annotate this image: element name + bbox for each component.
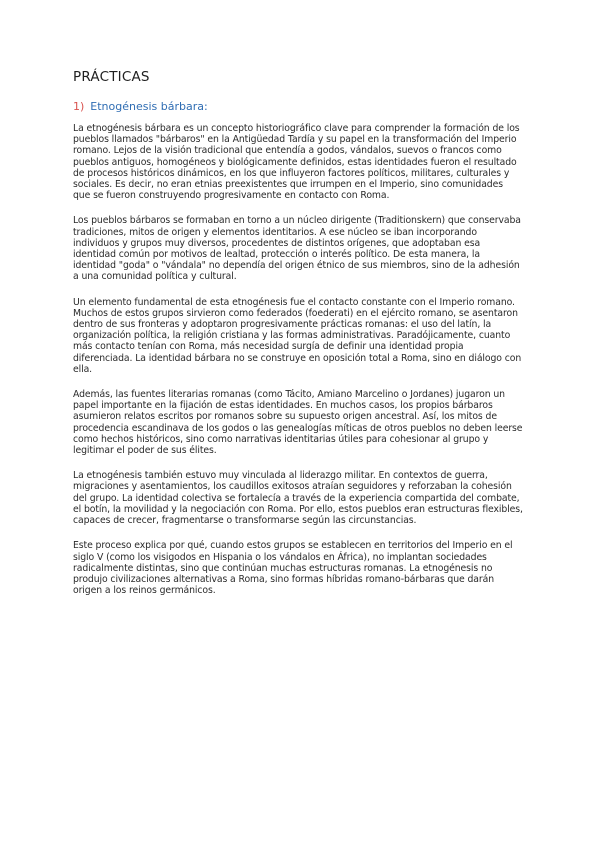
paragraph: Además, las fuentes literarias romanas (como Tácito, Amiano Marcelino o Jordanes) jugaron un papel importante en la fijación de estas identidades. En muchos casos, los propios bárbaros asumieron relatos escritos por romanos sobre su supuesto origen ancestral. Así, los mitos de procedencia escandinava de los godos o las genealogías míticas de otros pueblos no deben leerse como hechos históricos, sino como narrativas identitarias útiles para cohesionar al grupo y legitimar el poder de sus élites.: [73, 389, 523, 457]
section-number: 1): [73, 100, 85, 113]
paragraph: Un elemento fundamental de esta etnogénesis fue el contacto constante con el Imperio romano. Muchos de estos grupos sirvieron como federados (foederati) en el ejército romano, se asentaron dentro de sus fronteras y adoptaron progresivamente prácticas romanas: el uso del latín, la organización política, la religión cristiana y las formas administrativas. Paradójicamente, cuanto más contacto tenían con Roma, más necesidad surgía de definir una identidad propia diferenciada. La identidad bárbara no se construye en oposición total a Roma, sino en diálogo con ella.: [73, 296, 522, 375]
section-title: Etnogénesis bárbara:: [90, 100, 208, 113]
section-heading: [73, 100, 208, 113]
paragraph: La etnogénesis también estuvo muy vinculada al liderazgo militar. En contextos de guerra, migraciones y asentamientos, los caudillos exitosos atraían seguidores y reforzaban la cohesión del grupo. La identidad colectiva se fortalecía a través de la experiencia compartida del combate, el botín, la movilidad y la negociación con Roma. Por ello, estos pueblos eran estructuras flexibles, capaces de crecer, fragmentarse o transformarse según las circunstancias.: [73, 470, 523, 527]
page-title: PRÁCTICAS: [73, 69, 150, 85]
paragraph: La etnogénesis bárbara es un concepto historiográfico clave para comprender la formación de los pueblos llamados "bárbaros" en la Antigüedad Tardía y su papel en la transformación del Imperio romano. Lejos de la visión tradicional que entendía a godos, vándalos, suevos o francos como pueblos antiguos, homogéneos y biológicamente definidos, estas identidades fueron el resultado de procesos históricos dinámicos, en los que influyeron factores políticos, militares, culturales y sociales. Es decir, no eran etnias preexistentes que irrumpen en el Imperio, sino comunidades que se fueron construyendo progresivamente en contacto con Roma.: [73, 123, 520, 202]
paragraph: Los pueblos bárbaros se formaban en torno a un núcleo dirigente (Traditionskern) que conservaba tradiciones, mitos de origen y elementos identitarios. A ese núcleo se iban incorporando individuos y grupos muy diversos, procedentes de distintos orígenes, que adoptaban esa identidad común por motivos de lealtad, protección o interés político. De esta manera, la identidad "goda" o "vándala" no dependía del origen étnico de sus miembros, sino de la adhesión a una comunidad política y cultural.: [73, 215, 521, 283]
document-body: [73, 123, 523, 610]
paragraph: Este proceso explica por qué, cuando estos grupos se establecen en territorios del Imperio en el siglo V (como los visigodos en Hispania o los vándalos en África), no implantan sociedades radicalmente distintas, sino que continúan muchas estructuras romanas. La etnogénesis no produjo civilizaciones alternativas a Roma, sino formas híbridas romano-bárbaras que darán origen a los reinos germánicos.: [73, 540, 513, 597]
